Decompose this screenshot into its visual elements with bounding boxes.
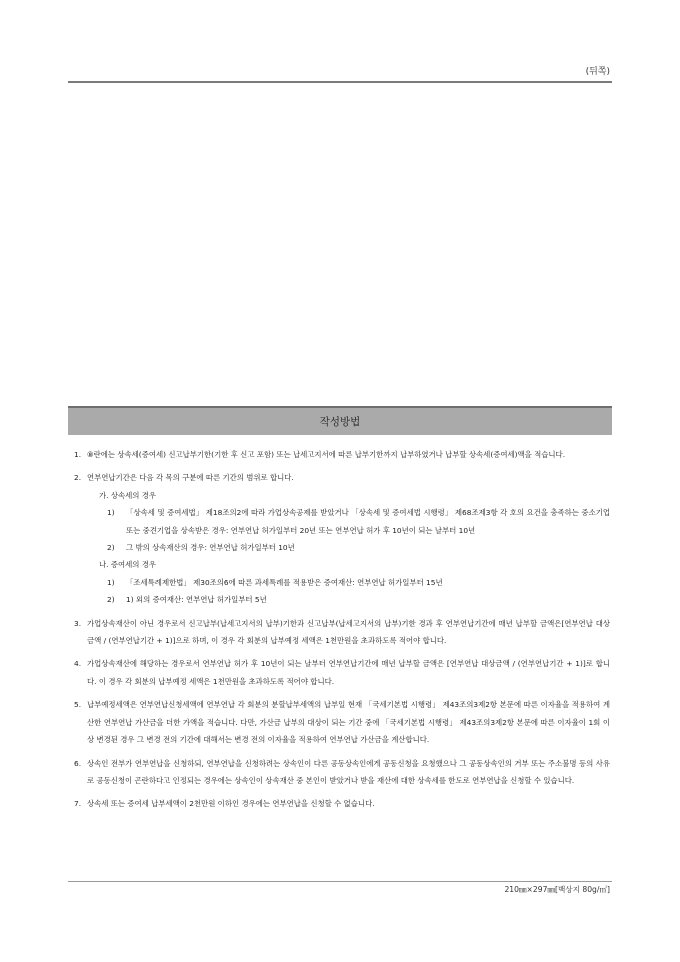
instruction-item-2 xyxy=(74,469,610,608)
section-title: 작성방법 xyxy=(319,416,361,428)
instruction-item-4 xyxy=(74,655,610,690)
section-header xyxy=(68,406,612,435)
instruction-item-6 xyxy=(74,755,610,790)
item-text: 상속인 전부가 연부연납을 신청하되, 연부연납을 신청하려는 상속인이 다른 공동상속인에게 공동신청을 요청했으나 그 공동상속인의 거부 또는 주소불명 등의 사유로 공동신청이 곤란하다고 인정되는 경우에는 상속인이 상속재산 중 본인이 받았거나 받을 재산에 대한 상속세를 한도로 연부연납을 신청할 수 있습니다. xyxy=(87,758,610,785)
instruction-item-7 xyxy=(74,795,610,812)
item-text: 가업상속재산이 아닌 경우로서 신고납부(납세고지서의 납부)기한과 신고납부(납세고지서의 납부)기한 경과 후 연부연납기간에 매년 납부할 금액은[연부연납 대상금액 / (연부연납기간 + 1)]으로 하며, 이 경우 각 회분의 납부예정 세액은 1천만원을 초과하도록 적어야 합니다. xyxy=(87,618,610,646)
item-text: 연부연납기간은 다음 각 목의 구분에 따른 기간의 범위로 합니다. xyxy=(87,473,294,483)
subitem-text: 「조세특례제한법」 제30조의6에 따른 과세특례를 적용받은 증여재산: 연부연납 허가일부터 15년 xyxy=(126,577,443,587)
item-number: 7. xyxy=(74,799,82,809)
subitem-number: 2) xyxy=(107,595,115,605)
subitem-na-2 xyxy=(87,591,610,608)
subitem-ga-2 xyxy=(87,539,610,556)
instruction-item-5 xyxy=(74,696,610,748)
item-number: 3. xyxy=(74,618,82,628)
subitem-number: 2) xyxy=(107,543,115,553)
item-text: ⑧란에는 상속세(증여세) 신고납부기한(기한 후 신고 포함) 또는 납세고지서에 따른 납부기한까지 납부하였거나 납부할 상속세(증여세)액을 적습니다. xyxy=(87,450,566,459)
subitem-number: 1) xyxy=(107,577,115,587)
item-number: 4. xyxy=(74,659,82,669)
subitem-na-1 xyxy=(87,574,610,591)
item-text: 상속세 또는 증여세 납부세액이 2천만원 이하인 경우에는 연부연납을 신청할 수 없습니다. xyxy=(87,799,375,809)
item-body xyxy=(87,469,610,608)
subitem-number: 1) xyxy=(107,508,115,518)
subitem-text: 그 밖의 상속재산의 경우: 연부연납 허가일부터 10년 xyxy=(126,543,295,553)
item-text: 가업상속재산에 해당하는 경우로서 연부연납 허가 후 10년이 되는 날부터 연부연납기간에 매년 납부할 금액은 [연부연납 대상금액 / (연부연납기간 + 1)]로 합니다. 이 경우 각 회분의 납부예정 세액은 1천만원을 초과하도록 적어야 합니다. xyxy=(87,659,610,686)
item-number: 1. xyxy=(74,450,82,459)
top-divider xyxy=(68,81,612,83)
subitem-text: 1) 외의 증여재산: 연부연납 허가일부터 5년 xyxy=(126,595,267,605)
instruction-item-1 xyxy=(74,446,610,463)
subitem-na: 나. 증여세의 경우 xyxy=(99,560,157,570)
item-number: 6. xyxy=(74,758,82,768)
item-text: 납부예정세액은 연부연납신청세액에 연부연납 각 회분의 분할납부세액의 납부일 현재 「국세기본법 시행령」 제43조의3제2항 본문에 따른 이자율을 적용하여 계산한 연부연납 가산금을 더한 가액을 적습니다. 다만, 가산금 납부의 대상이 되는 기간 중에 「국세기본법 시행령」 제43조의3제2항 본문에 따른 이자율이 1회 이상 변경된 경우 그 변경 전의 기간에 대해서는 변경 전의 이자율을 적용하여 연부연납 가산금을 계산합니다. xyxy=(87,700,610,745)
subitem-text: 「상속세 및 증여세법」 제18조의2에 따라 가업상속공제를 받았거나 「상속세 및 증여세법 시행령」 제68조제3항 각 호의 요건을 충족하는 중소기업 또는 중견기업을 상속받은 경우: 연부연납 허가일부터 20년 또는 연부연납 허가 후 10년이 되는 날부터 10년 xyxy=(126,508,610,535)
subitem-ga: 가. 상속세의 경우 xyxy=(99,490,157,500)
item-number: 5. xyxy=(74,700,82,710)
subitem-ga-1 xyxy=(87,504,610,539)
instruction-item-3 xyxy=(74,615,610,650)
item-number: 2. xyxy=(74,473,82,483)
paper-spec: 210㎜×297㎜[백상지 80g/㎡] xyxy=(504,885,610,894)
page-side-label: (뒤쪽) xyxy=(585,67,610,77)
bottom-divider xyxy=(68,881,612,882)
instructions-list xyxy=(74,446,610,819)
